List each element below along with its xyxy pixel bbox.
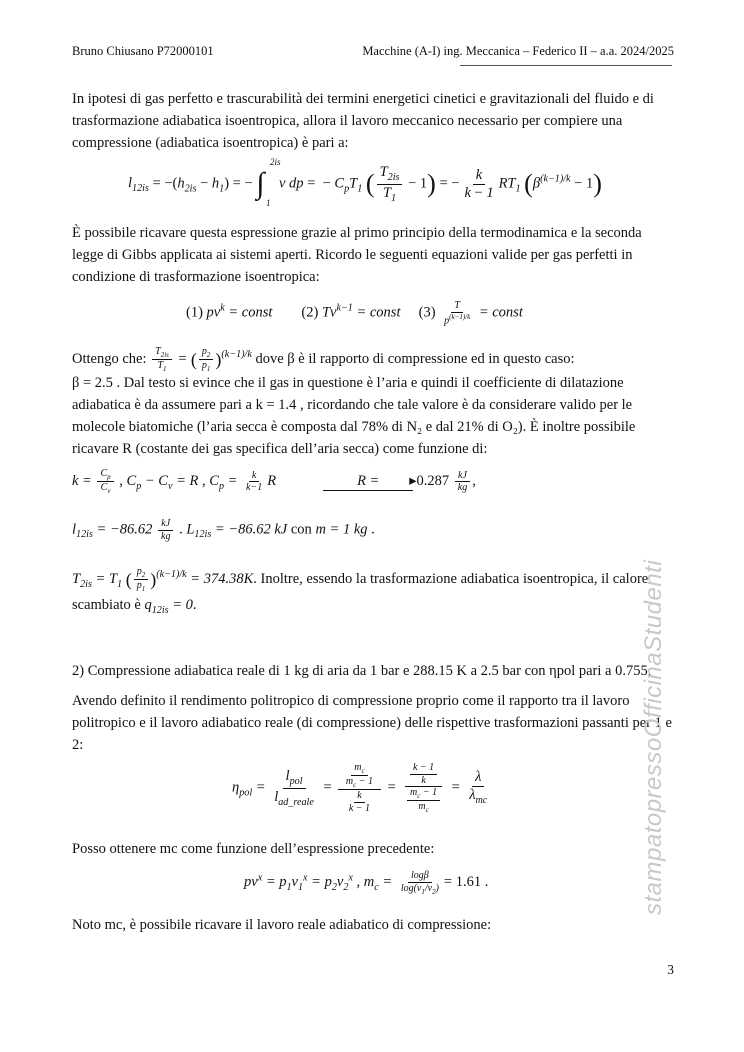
paragraph-air: β = 2.5 . Dal testo si evince che il gas in questione è l’aria e quindi il coefficiente di dilatazione adiabatica è da assumere pari a k = 1.4 , ricordando che tale valore è da considerare valido per le molecole biatomiche (l’aria secca è composta dal 78% di N₂ e dal 21% di O₂). È inoltre possibile ricavare R (costante dei gas specifica dell’aria secca) come funzione di: [72,375,636,457]
watermark: stampatopressoOfficinaStudenti [640,559,667,915]
paragraph-ratio: Ottengo che: $\frac{T_{2is}}{T_1}$ = ( $\frac{p_2}{p_1}$ )$^{(k-1)/k}$ dove β è il rapporto di compressione ed in questo caso: [72,345,575,373]
header-course: Macchine (A-I) ing. Meccanica – Federico II – a.a. 2024/2025 [362,44,674,58]
arrow-icon: R = [323,473,413,491]
header-author: Bruno Chiusano P72000101 [72,44,214,58]
section-heading-2: 2) Compressione adiabatica reale di 1 kg di aria da 1 bar e 288.15 K a 2.5 bar con ηpol pari a 0.755; [72,663,652,679]
header-rule [460,65,672,66]
equation-work-value: $l_{12is} = -86.62$ $\frac{kJ}{kg}$ . $L_{12is} = -86.62$ kJ con m = 1 kg . [72,518,375,542]
equation-mc: $pv^x = p_1v_1^x = p_2v_2^x$ , $m_c$ = $\frac{\log\beta}{\log(v_1/v_2)}$ = 1.61 . [244,870,489,896]
page-number: 3 [667,962,674,977]
paragraph-real-work: Noto mc, è possibile ricavare il lavoro reale adiabatico di compressione: [72,917,492,933]
paragraph-gibbs: È possibile ricavare questa espressione grazie al primo principio della termodinamica e la seconda legge di Gibbs applicata ai sistemi aperti. Ricordo le seguenti equazioni valide per gas perfetti in condizione di trasformazione isoentropica: [72,225,642,285]
paragraph-mc: Posso ottenere mc come funzione dell’espressione precedente: [72,841,435,857]
paragraph-heat: scambiato è $q_{12is} = 0$. [72,597,197,616]
paragraph-polytropic: Avendo definito il rendimento politropico di compressione proprio come il rapporto tra il lavoro politropico e il lavoro adiabatico reale (di compressione) delle rispettive trasformazioni passanti per 1 e 2: [72,693,672,753]
equation-gas-constants: k = $\frac{C_p}{C_v}$ , $C_p - C_v = R$ , $C_p$ = $\frac{k}{k-1}$ R R = ▸0.287 $\frac{kJ}{kg}$ , [72,468,476,496]
equation-isentropic-work: $l_{12is} = -(h_{2is} - h_1)$ = − ∫ 2is 1 v dp = − $C_pT_1$ ( $\frac{T_{2is}}{T_1}$ − 1) = − $\frac{k}{k - 1}$ $RT_1$ $(\beta^{(k-1)/k} - 1)$ [128,157,602,209]
equation-eta-pol: $\eta_{pol}$ = $\frac{l_{pol}}{l_{ad\_reale}}$ = $\frac{\frac{m_c}{m_c - 1}}{\frac{k}{k - 1}}$ = $\frac{\frac{k - 1}{k}}{\frac{m_c - 1}{m_c}}$ = $\frac{\lambda}{\lambda_{mc}}$ [232,762,488,815]
equation-temperature: $T_{2is} = T_1$ ( $\frac{p_2}{p_1}$ )$^{(k-1)/k}$ = 374.38K. Inoltre, essendo la trasformazione adiabatica isoentropica, il calore [72,565,649,593]
equation-isentropic-relations: (1) $pv^k$ = const (2) $Tv^{k-1}$ = const (3) $\frac{T}{p^{(k-1)/k}}$ = const [186,300,523,326]
paragraph-intro: In ipotesi di gas perfetto e trascurabilità dei termini energetici cinetici e gravitazionali del fluido e di trasformazione adiabatica isoentropica, allora il lavoro meccanico necessario per compiere una compressione (adiabatica isoentropica) è pari a: [72,91,654,151]
